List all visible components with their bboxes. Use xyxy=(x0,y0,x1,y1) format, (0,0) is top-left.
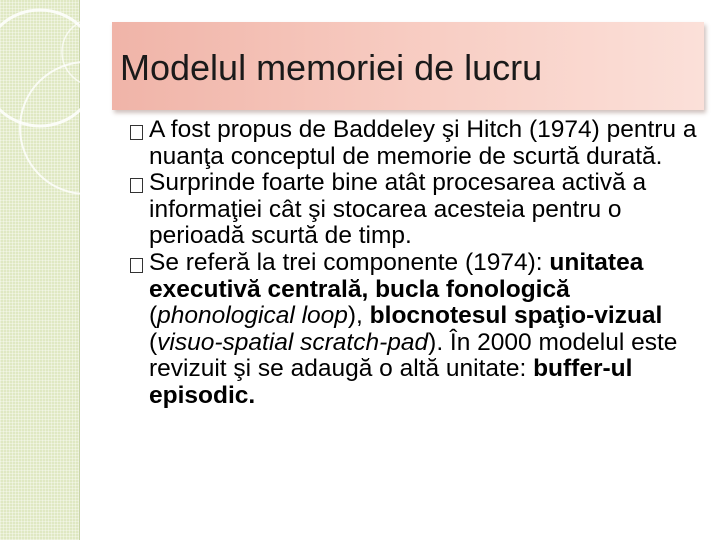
text-part: ). În 2000 modelul este revizuit şi se adaugă o altă unitate: xyxy=(149,328,678,383)
bullet-item xyxy=(130,250,705,410)
text-part: ( xyxy=(149,328,158,356)
bullet-box-icon xyxy=(130,178,143,193)
bold-component: blocnotesul spaţio-vizual xyxy=(369,302,663,330)
band-divider xyxy=(79,0,80,540)
bullet-box-icon xyxy=(130,125,143,140)
page-title: Modelul memoriei de lucru xyxy=(120,47,543,88)
bullet-text-intro: Se referă la trei componente (1974): xyxy=(149,248,550,276)
text-part: ( xyxy=(149,302,158,330)
italic-term: visuo-spatial scratch-pad xyxy=(157,328,429,356)
bullet-text: A fost propus de Baddeley şi Hitch (1974) pentru a nuanţa conceptul de memorie de scurtă durată. xyxy=(149,116,697,170)
bullet-text: Surprinde foarte bine atât procesarea activă a informaţiei cât şi stocarea acesteia pentru o perioadă scurtă de timp. xyxy=(149,169,647,250)
left-decorative-band xyxy=(0,0,79,540)
bullet-item xyxy=(130,170,705,250)
bold-component: buffer-ul episodic. xyxy=(149,355,633,409)
slide-body xyxy=(130,117,705,410)
bullet-item xyxy=(130,117,705,170)
bullet-box-icon xyxy=(130,258,143,273)
text-part: ), xyxy=(347,302,370,330)
bold-components: unitatea executivă centrală, bucla fonologică xyxy=(149,248,644,303)
italic-term: phonological loop xyxy=(157,302,348,330)
title-banner xyxy=(112,22,704,110)
